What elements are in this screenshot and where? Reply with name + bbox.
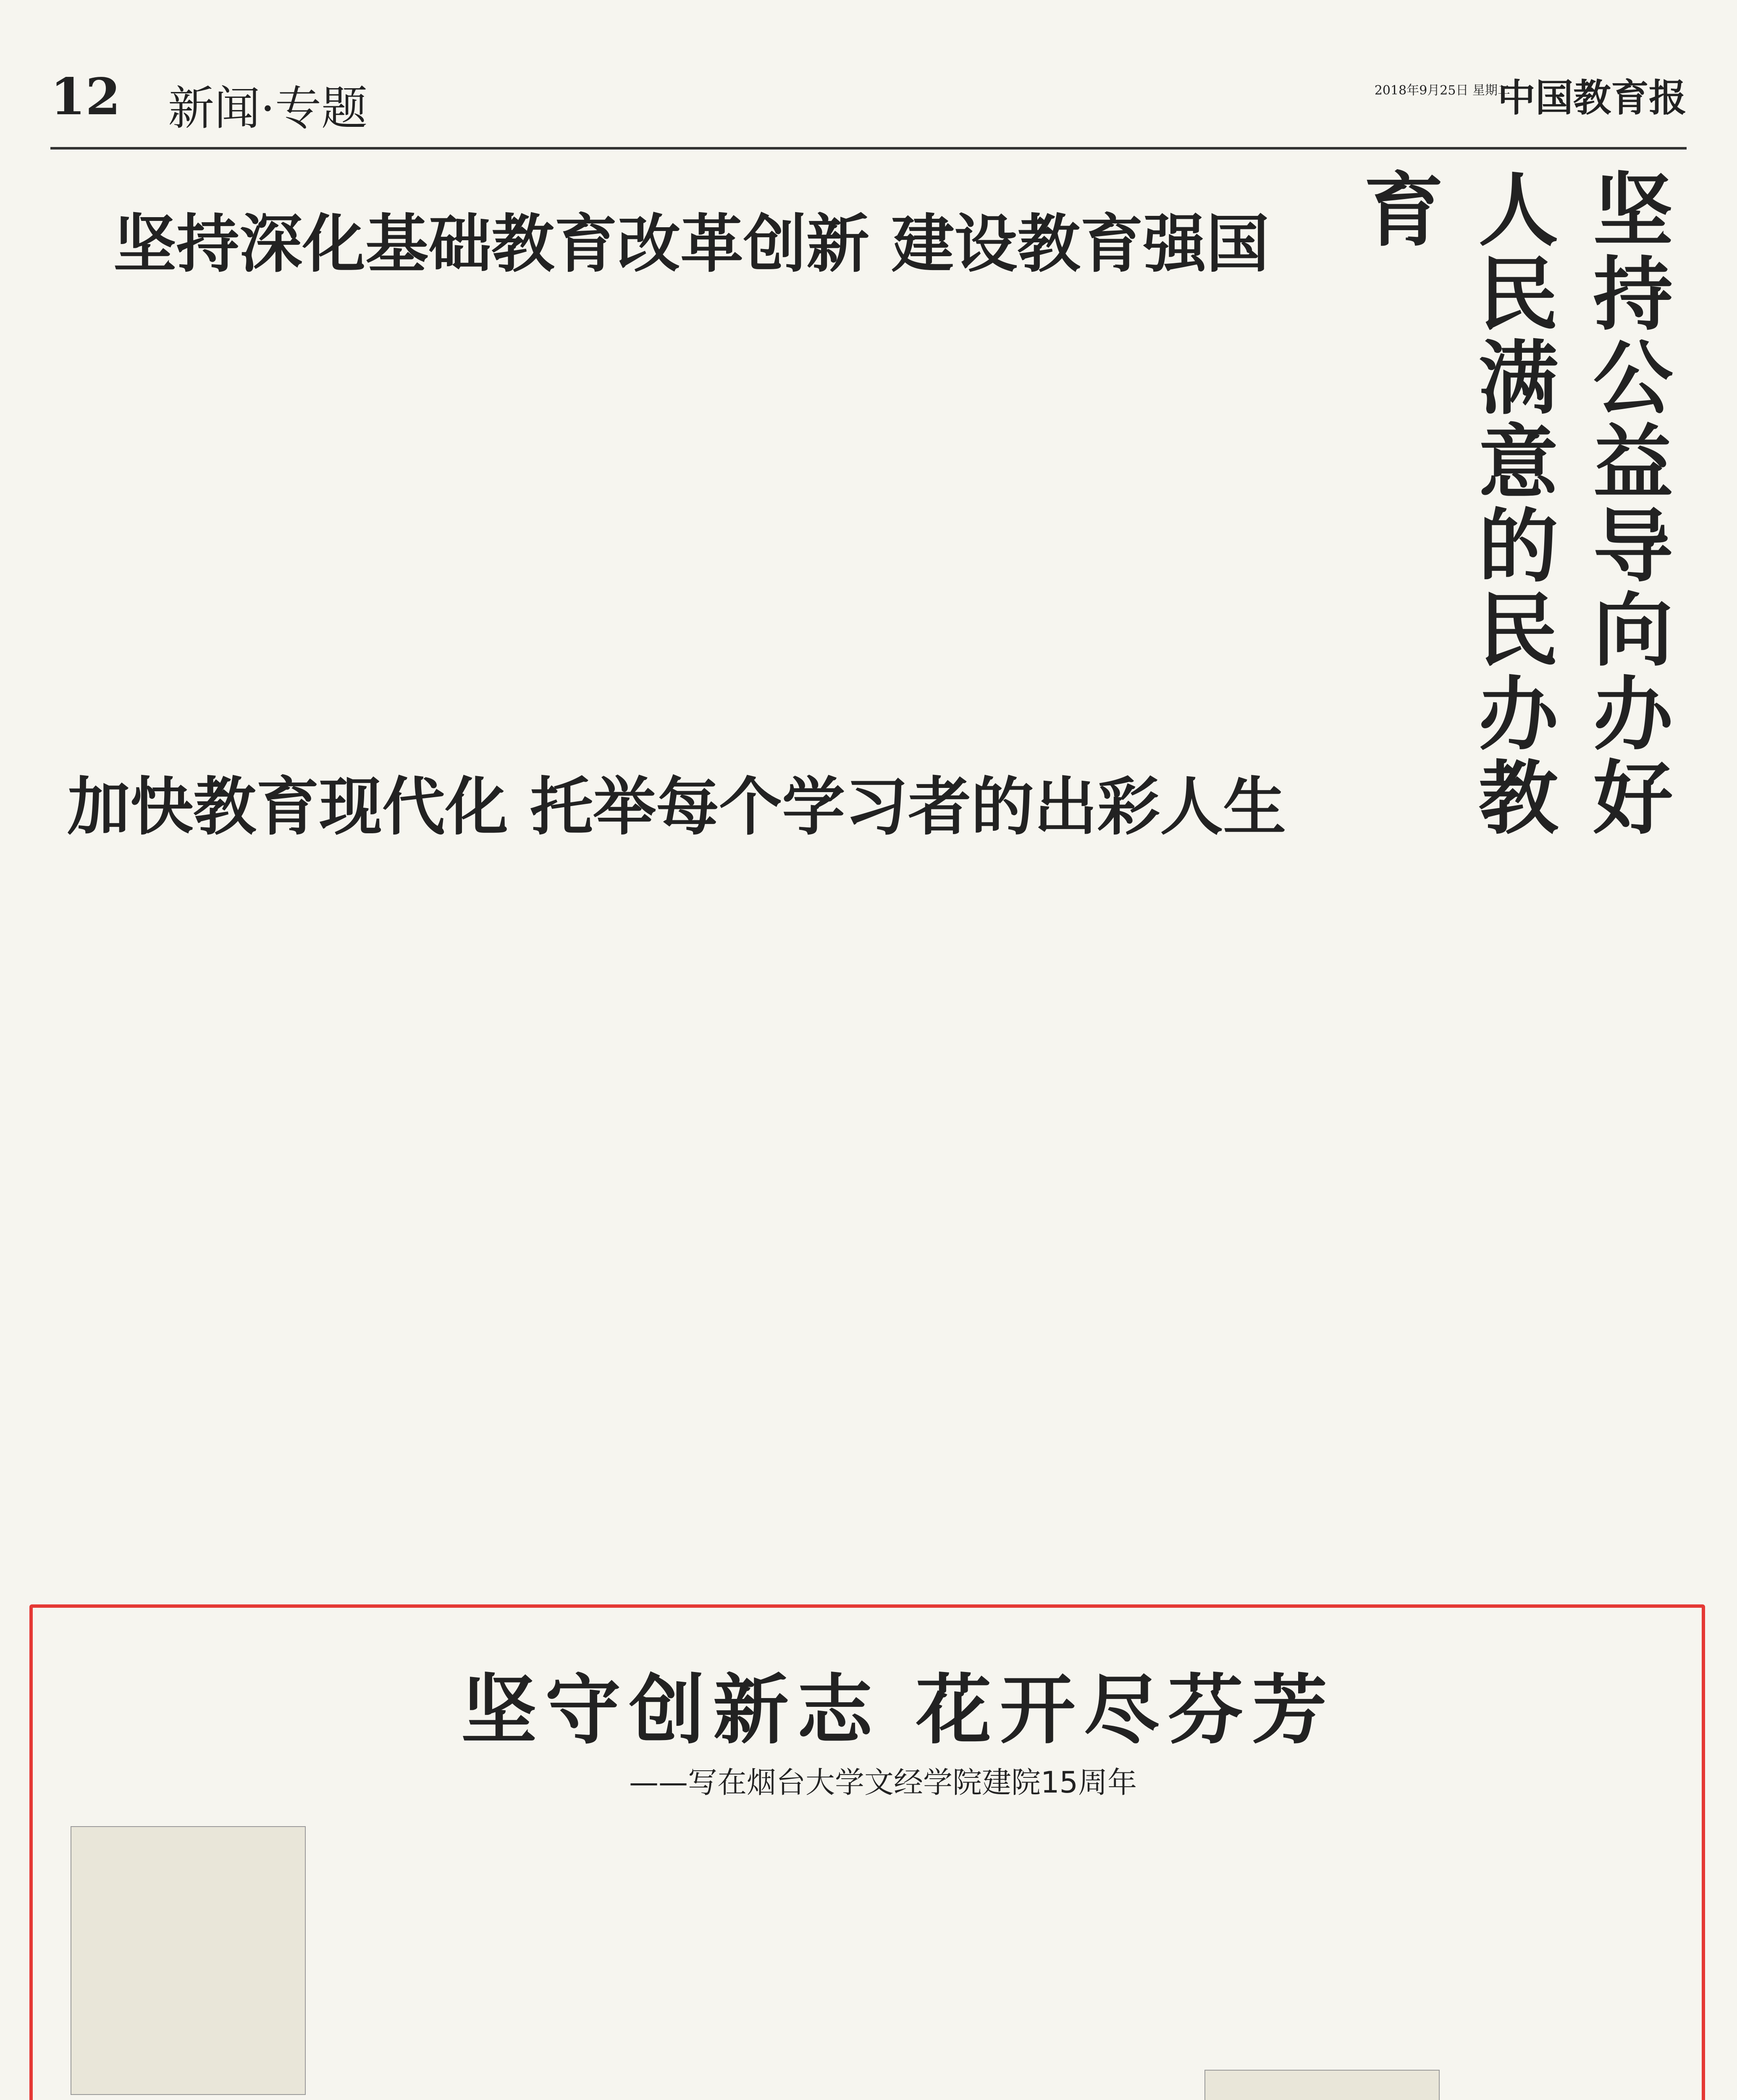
paper-name: 中国教育报 xyxy=(1498,76,1687,120)
page-number: 12 xyxy=(50,67,121,126)
article2-headline: 加快教育现代化 托举每个学习者的出彩人生 xyxy=(67,770,1286,844)
issue-date: 2018年9月25日 星期二 xyxy=(1374,83,1510,98)
feature-pullquote xyxy=(1204,2070,1440,2100)
feature-box xyxy=(29,1604,1705,2100)
article3-body xyxy=(1159,168,1453,1583)
article2-body xyxy=(50,907,1134,1579)
feature-subtitle: ——写在烟台大学文经学院建院15周年 xyxy=(629,1765,1137,1800)
masthead xyxy=(50,63,1687,150)
section-title: 新闻·专题 xyxy=(168,81,367,135)
article1-headline: 坚持深化基础教育改革创新 建设教育强国 xyxy=(113,207,1270,281)
feature-pullquote xyxy=(71,1826,306,2095)
feature-title: 坚守创新志 花开尽芬芳 xyxy=(461,1666,1336,1754)
article1-body xyxy=(50,332,1134,769)
article3-headline: 坚持公益导向办好人民满意的民办教育 xyxy=(1351,168,1674,840)
article3-body-continued xyxy=(1487,865,1688,1583)
